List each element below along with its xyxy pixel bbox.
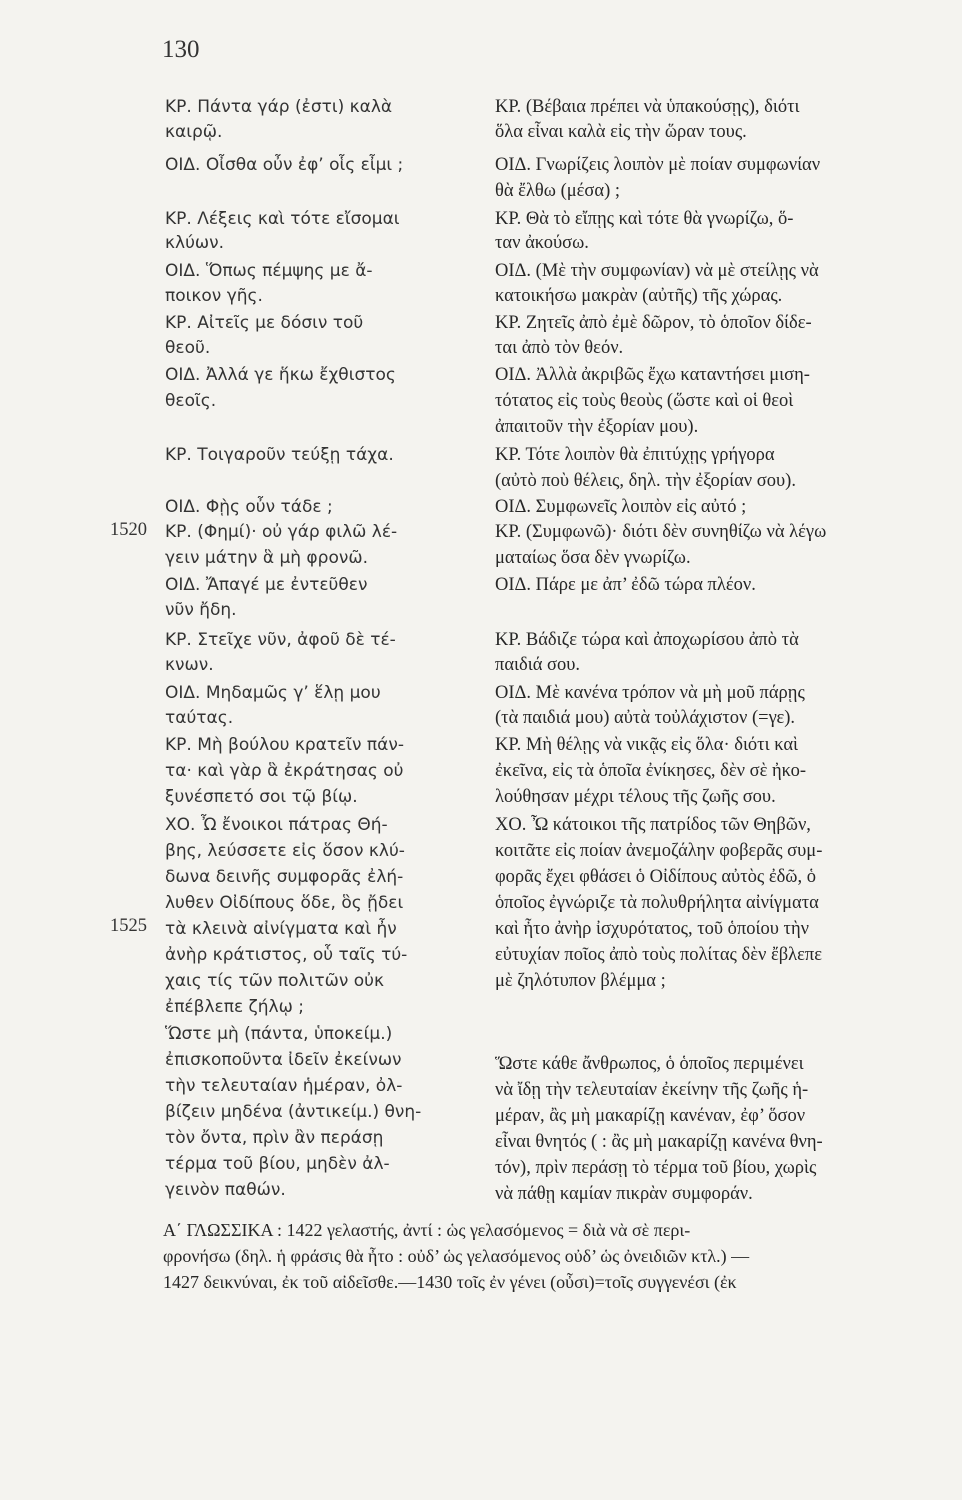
greek-line: ΟΙΔ. Μηδαμῶς γ’ ἕλῃ μου [165,683,381,703]
translation-line: ἐκεῖνα, εἰς τὰ ὁποῖα ἐνίκησες, δὲν σὲ ἠκο- [495,761,806,781]
greek-line: ΟΙΔ. Ὅπως πέμψης με ἄ- [165,261,373,281]
greek-line: γεινὸν παθών. [165,1180,286,1200]
translation-line: μέραν, ἂς μὴ μακαρίζῃ κανέναν, ἐφ’ ὅσον [495,1106,806,1126]
translation-line: ΚΡ. Ζητεῖς ἀπὸ ἐμὲ δῶρον, τὸ ὁποῖον δίδε- [495,313,812,333]
translation-line: ΚΡ. Βάδιζε τώρα καὶ ἀποχωρίσου ἀπὸ τὰ [495,630,799,650]
footnote-line: Α΄ ΓΛΩΣΣΙΚΑ : 1422 γελαστής, ἀντί : ὡς γελασόμενος = διὰ νὰ σὲ περι- [163,1220,691,1240]
greek-line: χαις τίς τῶν πολιτῶν οὐκ [165,971,384,991]
greek-line: ἐπέβλεπε ζήλῳ ; [165,997,304,1017]
greek-line: βίζειν μηδένα (ἀντικείμ.) θνη- [165,1102,422,1122]
translation-line: εὐτυχίαν ποῖος ἀπὸ τοὺς πολίτας δὲν ἔβλεπε [495,945,822,965]
translation-line: Ὥστε κάθε ἄνθρωπος, ὁ ὁποῖος περιμένει [495,1054,804,1074]
greek-line: ΧΟ. Ὦ ἔνοικοι πάτρας Θή- [165,815,388,835]
footnote-line: 1427 δεικνύναι, ἐκ τοῦ αἰδεῖσθε.—1430 τοῖς ἐν γένει (οὖσι)=τοῖς συγγενέσι (ἐκ [163,1272,737,1292]
line-number-1525: 1525 [110,916,147,936]
translation-line: εἶναι θνητός ( : ἂς μὴ μακαρίζῃ κανένα θνη- [495,1132,823,1152]
greek-line: τὴν τελευταίαν ἡμέραν, ὀλ- [165,1076,403,1096]
translation-line: καὶ ἦτο ἀνὴρ ἰσχυρότατος, τοῦ ὁποίου τὴν [495,919,810,939]
translation-line: κατοικήσω μακρὰν (αὐτῆς) τῆς χώρας. [495,286,783,306]
translation-line: ΚΡ. Τότε λοιπὸν θὰ ἐπιτύχῃς γρήγορα [495,445,775,465]
greek-line: ΚΡ. Λέξεις καὶ τότε εἴσομαι [165,209,400,229]
greek-line: καιρῷ. [165,122,223,142]
greek-line: ΟΙΔ. Ἄπαγέ με ἐντεῦθεν [165,575,368,595]
translation-line: (αὐτὸ ποὺ θέλεις, δηλ. τὴν ἐξορίαν σου). [495,471,796,491]
translation-line: θὰ ἔλθω (μέσα) ; [495,181,621,201]
page-number: 130 [162,36,200,63]
translation-line: ΧΟ. Ὦ κάτοικοι τῆς πατρίδος τῶν Θηβῶν, [495,815,811,835]
translation-line: μὲ ζηλότυπον βλέμμα ; [495,971,666,991]
greek-line: θεοῦ. [165,338,211,358]
greek-line: ΚΡ. Μὴ βούλου κρατεῖν πάν- [165,735,405,755]
translation-line: ΚΡ. (Βέβαια πρέπει νὰ ὑπακούσῃς), διότι [495,97,800,117]
translation-line: ΟΙΔ. Ἀλλὰ ἀκριβῶς ἔχω καταντήσει μιση- [495,365,810,385]
greek-line: ΟΙΔ. Φῂς οὖν τάδε ; [165,497,333,517]
translation-line: ματαίως ὅσα δὲν γνωρίζω. [495,548,691,568]
translation-line: ΟΙΔ. Συμφωνεῖς λοιπὸν εἰς αὐτό ; [495,497,747,517]
greek-line: θεοῖς. [165,391,217,411]
translation-line: τόν), πρὶν περάσῃ τὸ τέρμα τοῦ βίου, χωρὶς [495,1158,817,1178]
greek-line: ταύτας. [165,708,234,728]
greek-line: κλύων. [165,233,225,253]
translation-line: φορᾶς ἔχει φθάσει ὁ Οἰδίπους αὐτὸς ἐδῶ, ὁ [495,867,816,887]
greek-line: ΚΡ. Πάντα γάρ (ἐστι) καλὰ [165,97,393,117]
translation-line: ΚΡ. Θὰ τὸ εἴπῃς καὶ τότε θὰ γνωρίζω, ὅ- [495,209,794,229]
translation-line: λούθησαν μέχρι τέλους τῆς ζωῆς σου. [495,787,776,807]
greek-line: τέρμα τοῦ βίου, μηδὲν ἀλ- [165,1154,390,1174]
translation-line: ΟΙΔ. (Μὲ τὴν συμφωνίαν) νὰ μὲ στείλῃς νὰ [495,261,819,281]
greek-line: νῦν ἤδη. [165,600,237,620]
greek-line: ΚΡ. (Φημί)· οὐ γάρ φιλῶ λέ- [165,522,398,542]
greek-line: κνων. [165,655,214,675]
greek-line: τὸν ὄντα, πρὶν ἂν περάσῃ [165,1128,384,1148]
translation-line: ΟΙΔ. Μὲ κανένα τρόπον νὰ μὴ μοῦ πάρῃς [495,683,805,703]
translation-line: νὰ πάθῃ καμίαν πικρὰν συμφοράν. [495,1184,753,1204]
translation-line: ἀπαιτοῦν τὴν ἐξορίαν μου). [495,417,699,437]
greek-line: ΟΙΔ. Ἀλλά γε ἥκω ἔχθιστος [165,365,396,385]
translation-line: ΟΙΔ. Γνωρίζεις λοιπὸν μὲ ποίαν συμφωνίαν [495,155,821,175]
footnote-line: φρονήσω (δηλ. ἡ φράσις θὰ ἦτο : οὐδ’ ὡς γελασόμενος οὐδ’ ὡς ὀνειδιῶν κτλ.) — [163,1246,750,1266]
translation-line: ὁποῖος ἐγνώριζε τὰ πολυθρήλητα αἰνίγματα [495,893,819,913]
greek-line: δωνα δεινῆς συμφορᾶς ἐλή- [165,867,404,887]
translation-line: ΚΡ. Μὴ θέλῃς νὰ νικᾷς εἰς ὅλα· διότι καὶ [495,735,799,755]
translation-line: κοιτᾶτε εἰς ποίαν ἀνεμοζάλην φοβερᾶς συμ- [495,841,823,861]
translation-line: ταν ἀκούσω. [495,233,589,253]
translation-line: ΟΙΔ. Πάρε με ἀπ’ ἐδῶ τώρα πλέον. [495,575,756,595]
greek-line: ἐπισκοποῦντα ἰδεῖν ἐκείνων [165,1050,402,1070]
greek-line: ΚΡ. Αἰτεῖς με δόσιν τοῦ [165,313,364,333]
translation-line: νὰ ἴδῃ τὴν τελευταίαν ἐκείνην τῆς ζωῆς ἡ- [495,1080,809,1100]
translation-line: (τὰ παιδιά μου) αὐτὰ τοὐλάχιστον (=γε). [495,708,796,728]
greek-line: Ὥστε μὴ (πάντα, ὑποκείμ.) [165,1024,393,1044]
greek-line: ΚΡ. Τοιγαροῦν τεύξῃ τάχα. [165,445,394,465]
greek-line: ἀνὴρ κράτιστος, οὗ ταῖς τύ- [165,945,408,965]
greek-line: ΚΡ. Στεῖχε νῦν, ἀφοῦ δὲ τέ- [165,630,396,650]
greek-line: ΟΙΔ. Οἶσθα οὖν ἐφ’ οἷς εἶμι ; [165,155,404,175]
line-number-1520: 1520 [110,520,147,540]
translation-line: ὅλα εἶναι καλὰ εἰς τὴν ὥραν τους. [495,122,747,142]
greek-line: τὰ κλεινὰ αἰνίγματα καὶ ἦν [165,919,397,939]
greek-line: λυθεν Οἰδίπους ὅδε, ὃς ᾔδει [165,893,404,913]
translation-line: τότατος εἰς τοὺς θεοὺς (ὥστε καὶ οἱ θεοὶ [495,391,794,411]
translation-line: ΚΡ. (Συμφωνῶ)· διότι δὲν συνηθίζω νὰ λέγω [495,522,827,542]
greek-line: ξυνέσπετό σοι τῷ βίῳ. [165,787,358,807]
greek-line: γειν μάτην ἃ μὴ φρονῶ. [165,548,368,568]
greek-line: βης, λεύσσετε εἰς ὅσον κλύ- [165,841,405,861]
translation-line: ται ἀπὸ τὸν θεόν. [495,338,624,358]
greek-line: ποικον γῆς. [165,286,263,306]
greek-line: τα· καὶ γὰρ ἃ ἐκράτησας οὐ [165,761,404,781]
translation-line: παιδιά σου. [495,655,581,675]
